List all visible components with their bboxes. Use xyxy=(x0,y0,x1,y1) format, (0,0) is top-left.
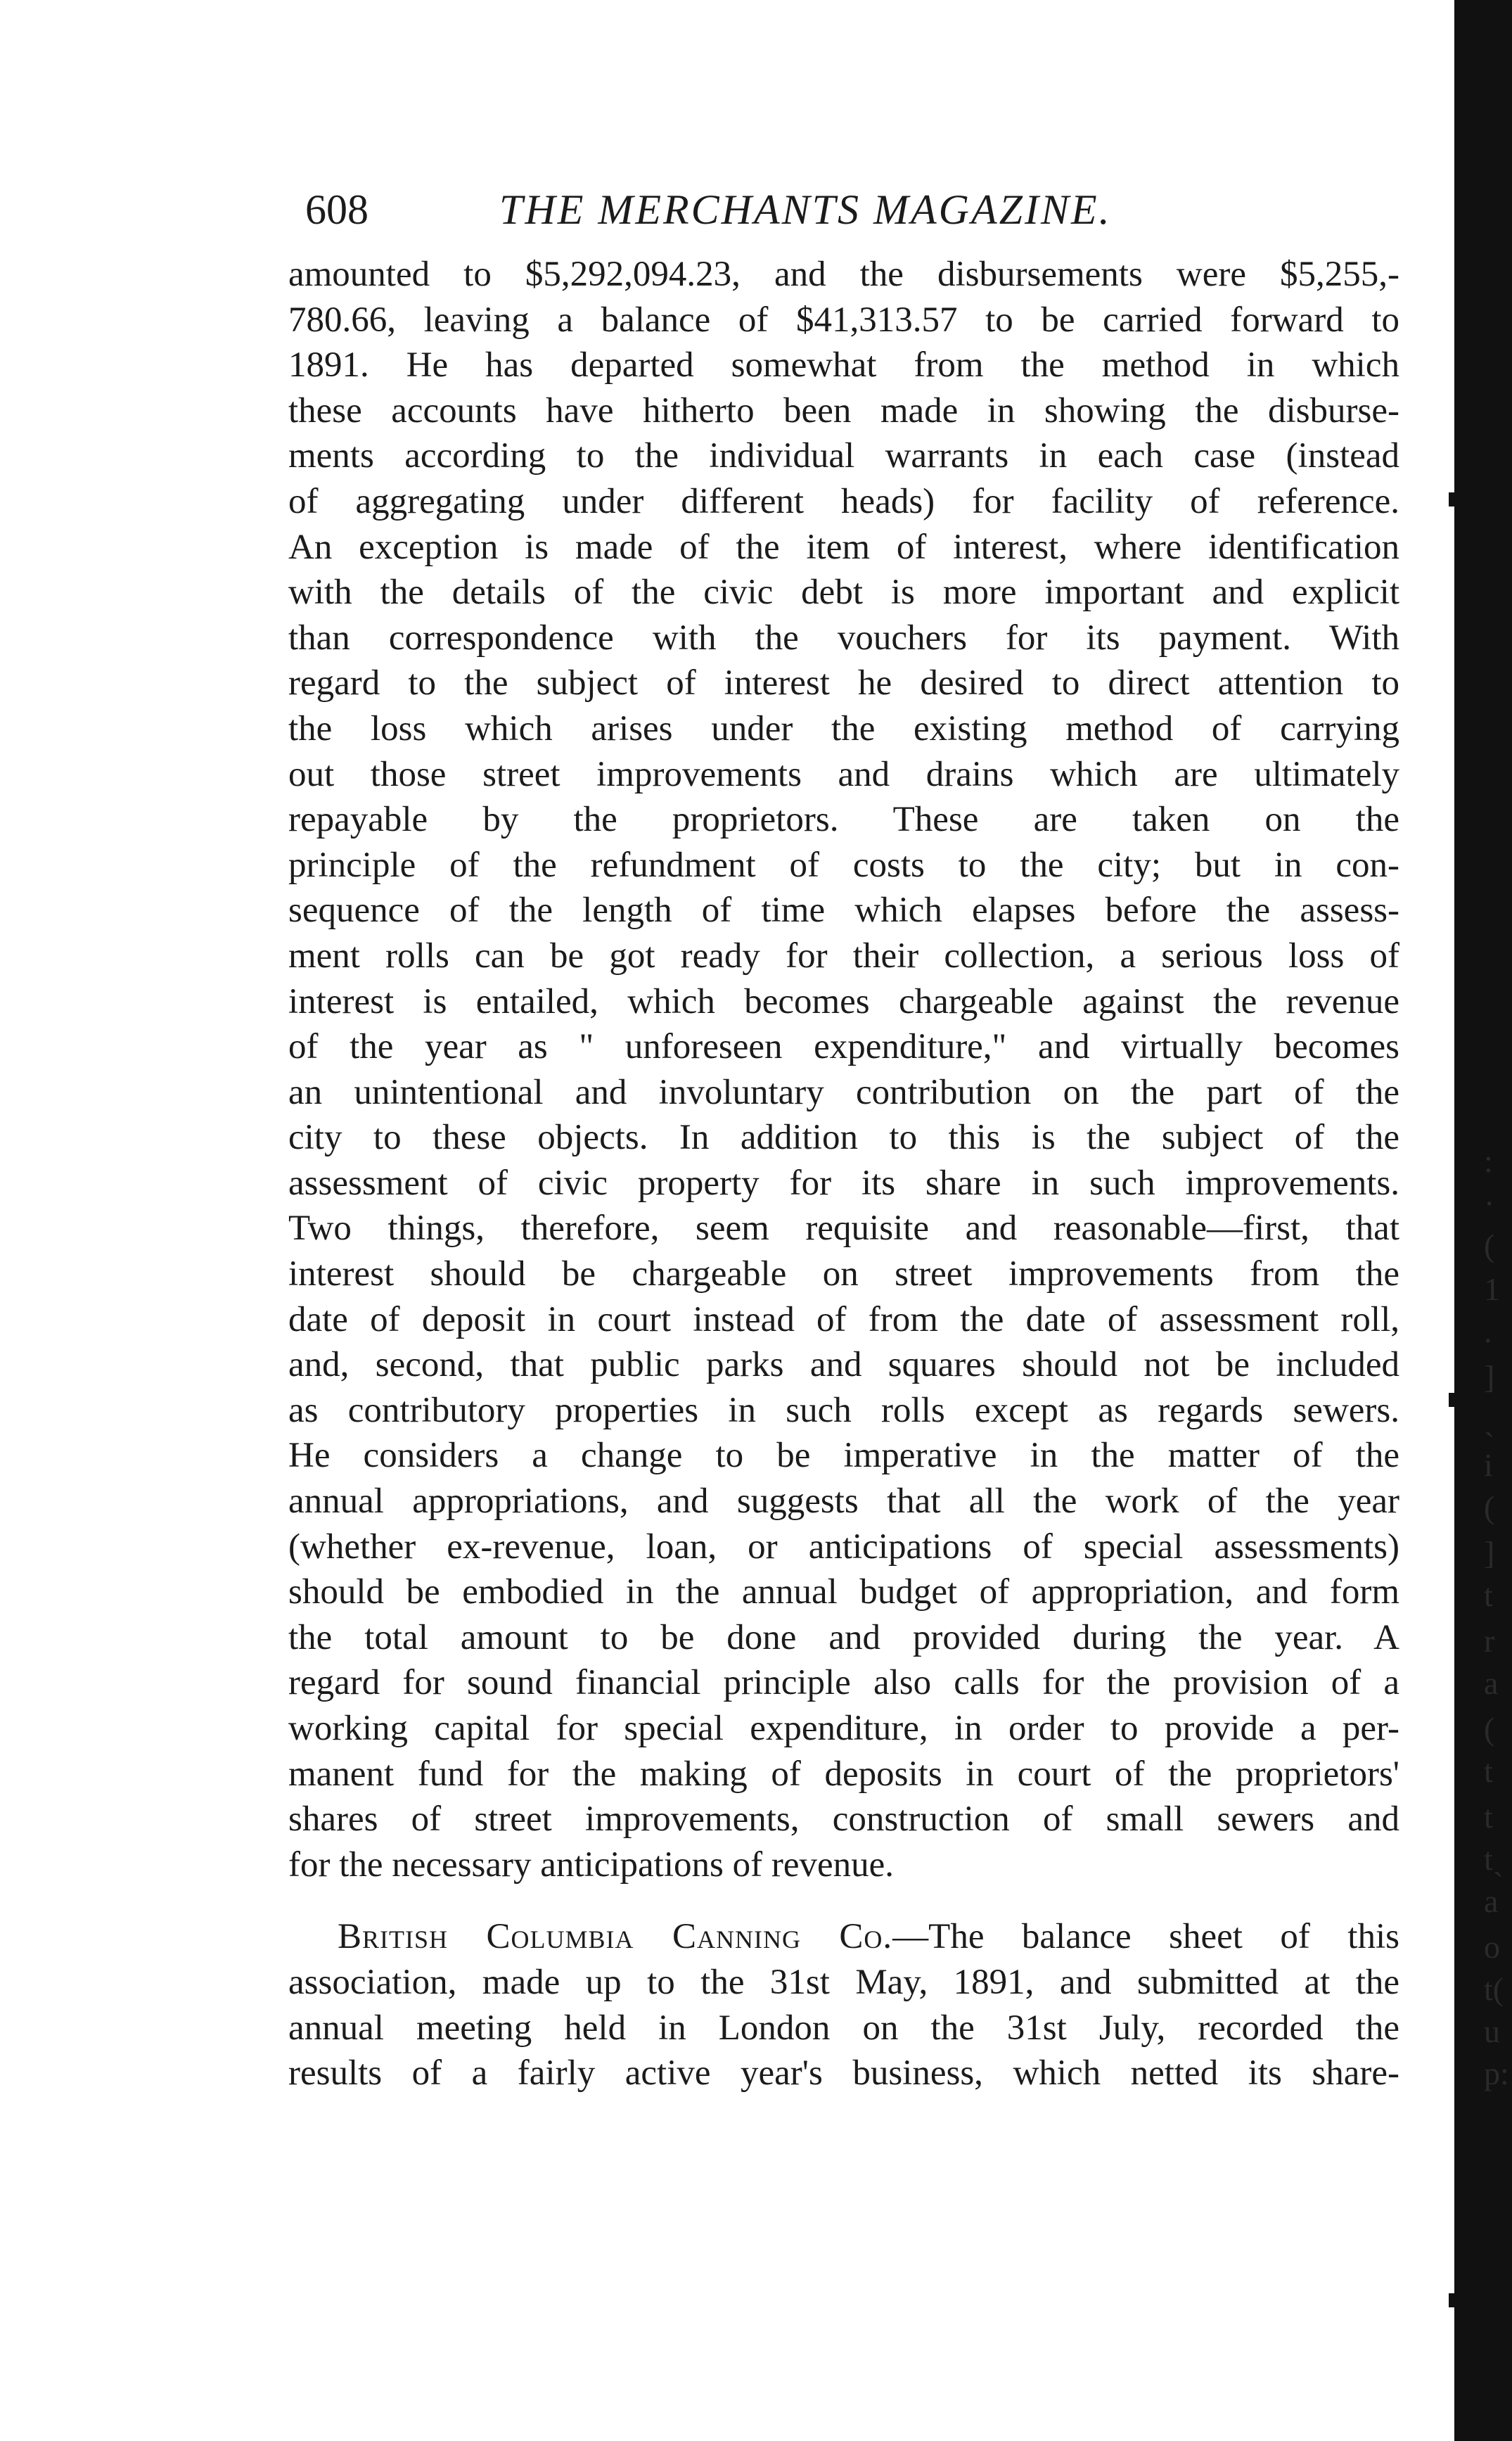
paragraph-first-line-text: —The balance sheet of this xyxy=(892,1917,1399,1957)
margin-glyph: u xyxy=(1484,2013,1500,2049)
margin-glyph: a xyxy=(1484,1665,1499,1701)
text-line: assessment of civic property for its share in such improvements. xyxy=(288,1163,1399,1203)
text-line: ment rolls can be got ready for their collection, a serious loss of xyxy=(288,936,1399,976)
text-line: of the year as " unforeseen expenditure," and virtually becomes xyxy=(288,1027,1399,1067)
text-line: working capital for special expenditure, in order to provide a per- xyxy=(288,1709,1399,1748)
text-line: repayable by the proprietors. These are taken on the xyxy=(288,800,1399,840)
margin-glyph: ( xyxy=(1484,1489,1495,1525)
text-line: and, second, that public parks and squares should not be included xyxy=(288,1345,1399,1385)
margin-glyph: 1 xyxy=(1484,1271,1500,1307)
text-line: should be embodied in the annual budget of appropriation, and form xyxy=(288,1572,1399,1612)
text-line: ments according to the individual warrants in each case (instead xyxy=(288,436,1399,476)
margin-glyph: t xyxy=(1484,1577,1493,1613)
margin-glyph: ( xyxy=(1484,1711,1495,1747)
margin-glyph: t xyxy=(1484,1799,1493,1835)
text-line: the loss which arises under the existing method of carrying xyxy=(288,708,1399,748)
margin-glyph: tˎ xyxy=(1484,1841,1504,1877)
text-line: An exception is made of the item of interest, where identification xyxy=(288,527,1399,567)
text-line: annual meeting held in London on the 31st July, recorded the xyxy=(288,2008,1399,2048)
body-text xyxy=(288,252,1399,2096)
section-heading: British Columbia Canning Co. xyxy=(338,1917,893,1957)
text-line: 1891. He has departed somewhat from the method in which xyxy=(288,345,1399,385)
text-line: city to these objects. In addition to this is the subject of the xyxy=(288,1118,1399,1158)
text-line: principle of the refundment of costs to the city; but in con- xyxy=(288,845,1399,885)
margin-glyph: ] xyxy=(1484,1535,1495,1571)
text-line: these accounts have hitherto been made in showing the disburse- xyxy=(288,390,1399,431)
text-line: amounted to $5,292,094.23, and the disbursements were $5,255,- xyxy=(288,255,1399,294)
text-line: with the details of the civic debt is more important and explicit xyxy=(288,573,1399,613)
paragraph-city-accounts xyxy=(288,252,1399,1887)
text-line: (whether ex-revenue, loan, or anticipations of special assessments) xyxy=(288,1527,1399,1567)
text-line: as contributory properties in such rolls except as regards sewers. xyxy=(288,1390,1399,1430)
margin-glyph: ] xyxy=(1484,1359,1495,1395)
margin-glyph: t xyxy=(1484,1753,1493,1789)
text-line: interest is entailed, which becomes chargeable against the revenue xyxy=(288,981,1399,1021)
margin-glyph: p: xyxy=(1484,2056,1509,2091)
binding-speck xyxy=(1449,492,1457,506)
margin-glyph: i xyxy=(1484,1447,1493,1483)
text-line: than correspondence with the vouchers for its payment. With xyxy=(288,618,1399,658)
margin-glyph: ( xyxy=(1484,1228,1495,1263)
margin-glyph: ˎ xyxy=(1484,1401,1495,1437)
text-line: the total amount to be done and provided during the year. A xyxy=(288,1617,1399,1657)
margin-glyph: · xyxy=(1484,1185,1495,1221)
paragraph-canning-company xyxy=(288,1914,1399,2096)
text-line: annual appropriations, and suggests that all the work of the year xyxy=(288,1481,1399,1522)
adjacent-page-edge xyxy=(1407,0,1447,2441)
margin-glyph: t( xyxy=(1484,1971,1504,2007)
binding-speck xyxy=(1449,1393,1457,1407)
text-line: shares of street improvements, construction of small sewers and xyxy=(288,1799,1399,1840)
margin-glyph: r xyxy=(1484,1623,1495,1659)
text-line: manent fund for the making of deposits in court of the proprietors' xyxy=(288,1754,1399,1794)
text-line: out those street improvements and drains which are ultimately xyxy=(288,754,1399,794)
text-line: sequence of the length of time which elapses before the assess- xyxy=(288,891,1399,931)
margin-glyph: a xyxy=(1484,1883,1499,1919)
binding-speck xyxy=(1449,2293,1457,2307)
text-line: regard to the subject of interest he desired to direct attention to xyxy=(288,663,1399,703)
text-line: for the necessary anticipations of revenue. xyxy=(288,1844,894,1885)
page-header xyxy=(288,181,1399,238)
text-line: date of deposit in court instead of from the date of assessment roll, xyxy=(288,1299,1399,1339)
page-number: 608 xyxy=(305,186,369,233)
running-title: THE MERCHANTS MAGAZINE. xyxy=(499,186,1112,233)
text-line: interest should be chargeable on street improvements from the xyxy=(288,1254,1399,1294)
book-page xyxy=(288,0,1399,2441)
margin-glyph: . xyxy=(1484,1313,1492,1349)
paragraph-first-line xyxy=(288,1914,1399,1960)
text-line: He considers a change to be imperative in the matter of the xyxy=(288,1436,1399,1476)
margin-glyph: o xyxy=(1484,1929,1500,1965)
text-line: an unintentional and involuntary contribution on the part of the xyxy=(288,1072,1399,1112)
text-line: association, made up to the 31st May, 1891, and submitted at the xyxy=(288,1962,1399,2002)
text-line: of aggregating under different heads) for facility of reference. xyxy=(288,481,1399,521)
margin-glyph: : xyxy=(1484,1143,1493,1179)
text-line: Two things, therefore, seem requisite and reasonable—first, that xyxy=(288,1209,1399,1249)
paragraph-gap xyxy=(288,1887,1399,1914)
text-line: results of a fairly active year's business, which netted its share- xyxy=(288,2053,1399,2093)
text-line: 780.66, leaving a balance of $41,313.57 to be carried forward to xyxy=(288,300,1399,340)
text-line: regard for sound financial principle also calls for the provision of a xyxy=(288,1663,1399,1703)
